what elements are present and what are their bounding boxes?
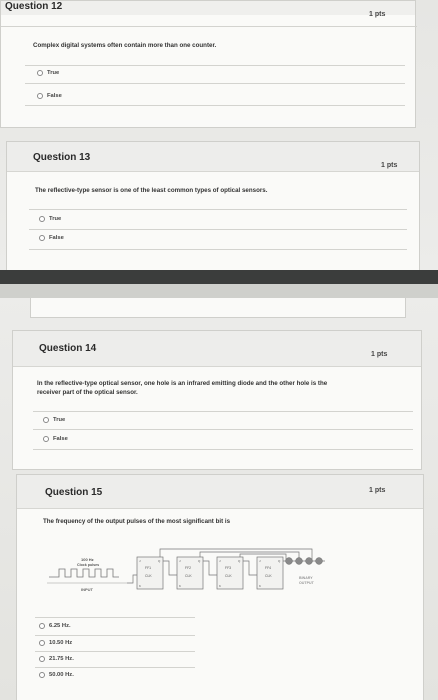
question-13-option-false[interactable]: False — [39, 235, 64, 241]
svg-text:CLK: CLK — [265, 574, 272, 578]
svg-text:FF3: FF3 — [225, 566, 232, 570]
clock-frequency-label: 100 Hz — [81, 557, 94, 562]
flip-flop-3 — [217, 557, 243, 589]
radio-button[interactable] — [37, 93, 43, 99]
svg-text:J: J — [179, 559, 181, 563]
photo-seam-grey — [0, 284, 438, 298]
question-12-text: Complex digital systems often contain more than one counter. — [33, 42, 217, 49]
svg-text:CLK: CLK — [145, 574, 152, 578]
radio-button[interactable] — [39, 656, 45, 662]
radio-button[interactable] — [43, 417, 49, 423]
radio-button[interactable] — [43, 436, 49, 442]
question-15-option-21-75[interactable]: 21.75 Hz. — [39, 656, 74, 662]
question-12-card — [0, 0, 416, 128]
svg-text:K: K — [179, 584, 182, 588]
svg-text:CLK: CLK — [185, 574, 192, 578]
partial-card-strip — [30, 298, 406, 318]
svg-text:Q: Q — [238, 559, 241, 563]
clock-pulses-label: Clock pulses — [77, 563, 100, 567]
question-15-option-10-50[interactable]: 10.50 Hz — [39, 640, 72, 646]
question-13-text: The reflective-type sensor is one of the least common types of optical sensors. — [35, 187, 268, 194]
clock-pulse-waveform — [49, 569, 119, 577]
radio-button[interactable] — [39, 235, 45, 241]
svg-text:K: K — [139, 584, 142, 588]
question-12-title: Question 12 — [5, 1, 63, 12]
question-14-card — [12, 330, 422, 470]
radio-button[interactable] — [39, 623, 45, 629]
radio-button[interactable] — [37, 70, 43, 76]
binary-output-label-1: BINARY — [299, 576, 313, 580]
flip-flop-4 — [257, 557, 283, 589]
question-15-option-6-25[interactable]: 6.25 Hz. — [39, 623, 71, 629]
svg-text:J: J — [259, 559, 261, 563]
question-12-option-true[interactable]: True — [37, 70, 59, 76]
svg-text:J: J — [139, 559, 141, 563]
question-14-title: Question 14 — [39, 343, 97, 354]
svg-text:Q: Q — [278, 559, 281, 563]
svg-text:J: J — [219, 559, 221, 563]
svg-text:Q: Q — [158, 559, 161, 563]
question-13-title: Question 13 — [33, 152, 91, 163]
question-15-text: The frequency of the output pulses of the most significant bit is — [43, 518, 231, 525]
svg-text:CLK: CLK — [225, 574, 232, 578]
question-14-text-line1: In the reflective-type optical sensor, one hole is an infrared emitting diode and the other hole is the — [37, 380, 328, 387]
question-15-points: 1 pts — [369, 487, 386, 494]
question-14-option-false[interactable]: False — [43, 436, 68, 442]
svg-text:FF1: FF1 — [145, 566, 152, 570]
question-13-points: 1 pts — [381, 162, 398, 169]
svg-text:FF4: FF4 — [265, 566, 272, 570]
question-12-points: 1 pts — [369, 11, 386, 18]
flip-flop-1 — [137, 557, 163, 589]
question-14-header — [13, 331, 421, 367]
question-12-option-false[interactable]: False — [37, 93, 62, 99]
photo-seam-dark — [0, 270, 438, 284]
question-13-card — [6, 141, 420, 271]
input-label: INPUT — [81, 587, 93, 592]
question-15-card — [16, 474, 424, 700]
radio-button[interactable] — [39, 672, 45, 678]
question-15-header — [17, 475, 423, 509]
svg-text:Q: Q — [198, 559, 201, 563]
question-15-title: Question 15 — [45, 487, 103, 498]
question-12-header — [1, 1, 415, 15]
svg-text:K: K — [259, 584, 262, 588]
binary-output-label-2: OUTPUT — [299, 581, 314, 585]
question-15-option-50-00[interactable]: 50.00 Hz. — [39, 672, 74, 678]
question-14-text-line2: receiver part of the optical sensor. — [37, 389, 138, 396]
flip-flop-2 — [177, 557, 203, 589]
question-13-option-true[interactable]: True — [39, 216, 61, 222]
question-13-header — [7, 142, 419, 172]
question-14-points: 1 pts — [371, 351, 388, 358]
counter-circuit-diagram — [37, 547, 337, 607]
svg-text:FF2: FF2 — [185, 566, 192, 570]
question-14-option-true[interactable]: True — [43, 417, 65, 423]
svg-text:K: K — [219, 584, 222, 588]
radio-button[interactable] — [39, 640, 45, 646]
radio-button[interactable] — [39, 216, 45, 222]
